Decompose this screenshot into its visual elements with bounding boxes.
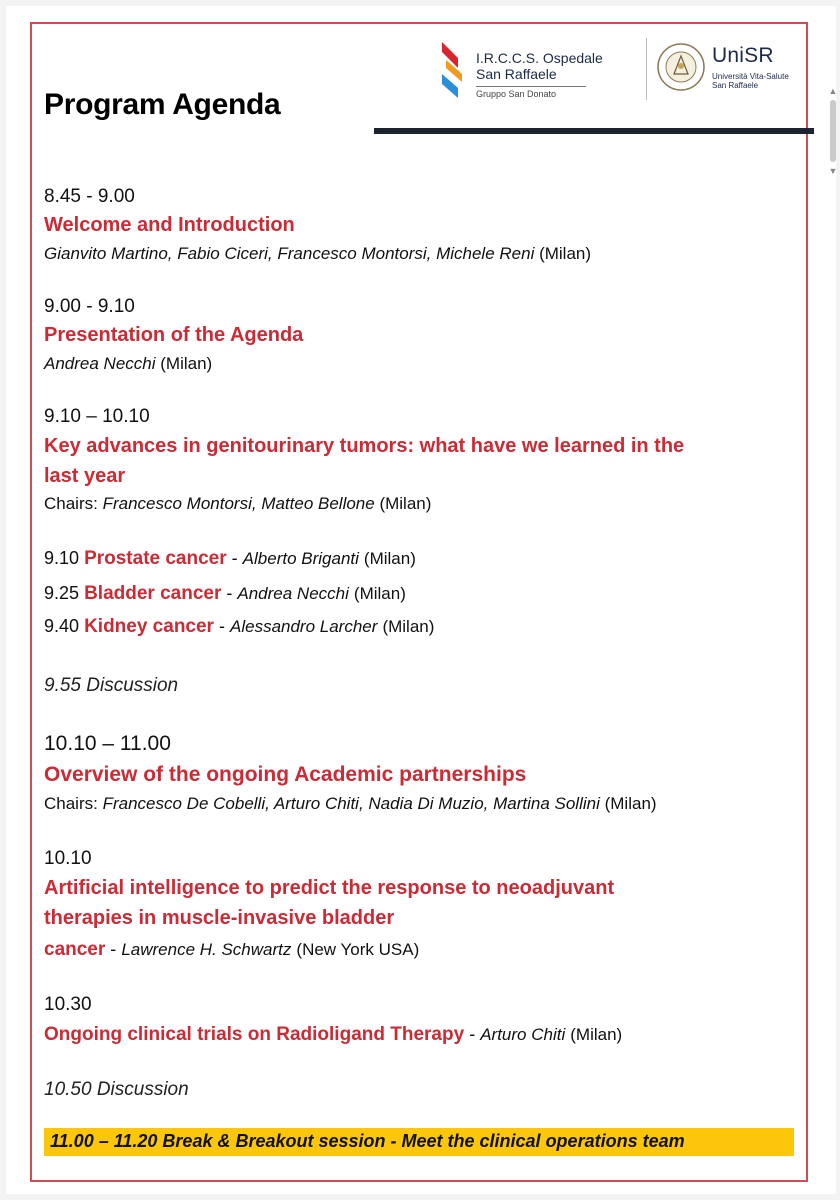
talk-title: Ongoing clinical trials on Radioligand Therapy	[44, 1024, 465, 1045]
session-time: 9.00 - 9.10	[44, 296, 135, 317]
talk-speaker: Alessandro Larcher	[230, 617, 378, 636]
talk-title: Kidney cancer	[84, 616, 214, 637]
university-sub2: San Raffaele	[712, 81, 759, 90]
session-time: 10.10 – 11.00	[44, 732, 171, 755]
hospital-logo	[438, 38, 648, 104]
hospital-name-line2: San Raffaele	[476, 66, 557, 82]
session-title: Welcome and Introduction	[44, 214, 295, 236]
talk-sep: -	[469, 1024, 476, 1044]
talk-row	[44, 939, 419, 961]
talk-title: Prostate cancer	[84, 548, 227, 569]
talk-location: (Milan)	[353, 584, 406, 603]
talk-speaker: Arturo Chiti	[480, 1025, 566, 1044]
scroll-down-icon[interactable]: ▼	[828, 166, 838, 176]
talk-speaker: Andrea Necchi	[237, 584, 349, 603]
discussion: 9.55 Discussion	[44, 675, 179, 696]
talk-speaker: Lawrence H. Schwartz	[121, 940, 292, 959]
hospital-mark-icon	[438, 40, 466, 100]
chairs-line	[44, 494, 431, 514]
location: (Milan)	[160, 354, 213, 373]
scroll-up-icon[interactable]: ▲	[828, 86, 838, 96]
hospital-group: Gruppo San Donato	[476, 86, 586, 99]
talk-title-line3: cancer	[44, 939, 106, 960]
title-rule	[374, 128, 814, 134]
location: (Milan)	[604, 794, 657, 813]
speaker-line	[44, 354, 212, 374]
chairs: Francesco Montorsi, Matteo Bellone	[102, 494, 375, 513]
session-title: Overview of the ongoing Academic partnerships	[44, 763, 527, 786]
talk-sep: -	[110, 939, 117, 959]
session-title-line1: Key advances in genitourinary tumors: what have we learned in the	[44, 435, 685, 457]
talk-location: (Milan)	[382, 617, 435, 636]
talk-location: (Milan)	[570, 1025, 623, 1044]
talk-row	[44, 616, 434, 638]
talk-row	[44, 583, 406, 605]
university-name: UniSR	[712, 44, 774, 67]
scrollbar[interactable]	[828, 86, 838, 176]
talk-time: 10.10	[44, 848, 92, 869]
chairs-line	[44, 794, 657, 814]
speakers: Gianvito Martino, Fabio Ciceri, Francesco Montorsi, Michele Reni	[44, 244, 535, 263]
talk-location: (Milan)	[363, 549, 416, 568]
chairs-label: Chairs:	[44, 794, 98, 813]
session-title-line2: last year	[44, 465, 126, 487]
chairs: Francesco De Cobelli, Arturo Chiti, Nadia Di Muzio, Martina Sollini	[102, 794, 600, 813]
chairs-label: Chairs:	[44, 494, 98, 513]
scroll-thumb[interactable]	[830, 100, 836, 162]
session-title: Presentation of the Agenda	[44, 324, 304, 346]
talk-time: 9.10	[44, 548, 80, 568]
page-title: Program Agenda	[44, 88, 281, 121]
break-banner-text: 11.00 – 11.20 Break & Breakout session - Meet the clinical operations team	[50, 1131, 685, 1151]
talk-row	[44, 548, 416, 570]
session-time: 8.45 - 9.00	[44, 186, 135, 207]
talk-time: 9.40	[44, 616, 80, 636]
break-banner	[44, 1128, 794, 1156]
session-time: 9.10 – 10.10	[44, 406, 150, 427]
talk-title-line2: therapies in muscle-invasive bladder	[44, 907, 395, 929]
talk-speaker: Alberto Briganti	[242, 549, 359, 568]
talk-time: 9.25	[44, 583, 80, 603]
talk-title-line1: Artificial intelligence to predict the response to neoadjuvant	[44, 877, 615, 899]
speakers: Andrea Necchi	[44, 354, 156, 373]
discussion: 10.50 Discussion	[44, 1079, 189, 1100]
talk-time: 10.30	[44, 994, 92, 1015]
talk-location: (New York USA)	[296, 940, 420, 959]
talk-title: Bladder cancer	[84, 583, 222, 604]
location: (Milan)	[539, 244, 592, 263]
university-sub1: Università Vita-Salute	[712, 72, 789, 81]
talk-sep: -	[226, 583, 233, 603]
university-logo	[656, 38, 806, 104]
location: (Milan)	[379, 494, 432, 513]
talk-sep: -	[218, 616, 225, 636]
talk-row	[44, 1024, 622, 1046]
hospital-name-line1: I.R.C.C.S. Ospedale	[476, 50, 603, 66]
university-seal-icon	[656, 42, 706, 92]
talk-sep: -	[231, 548, 238, 568]
speaker-line	[44, 244, 591, 264]
logo-divider	[646, 38, 647, 100]
